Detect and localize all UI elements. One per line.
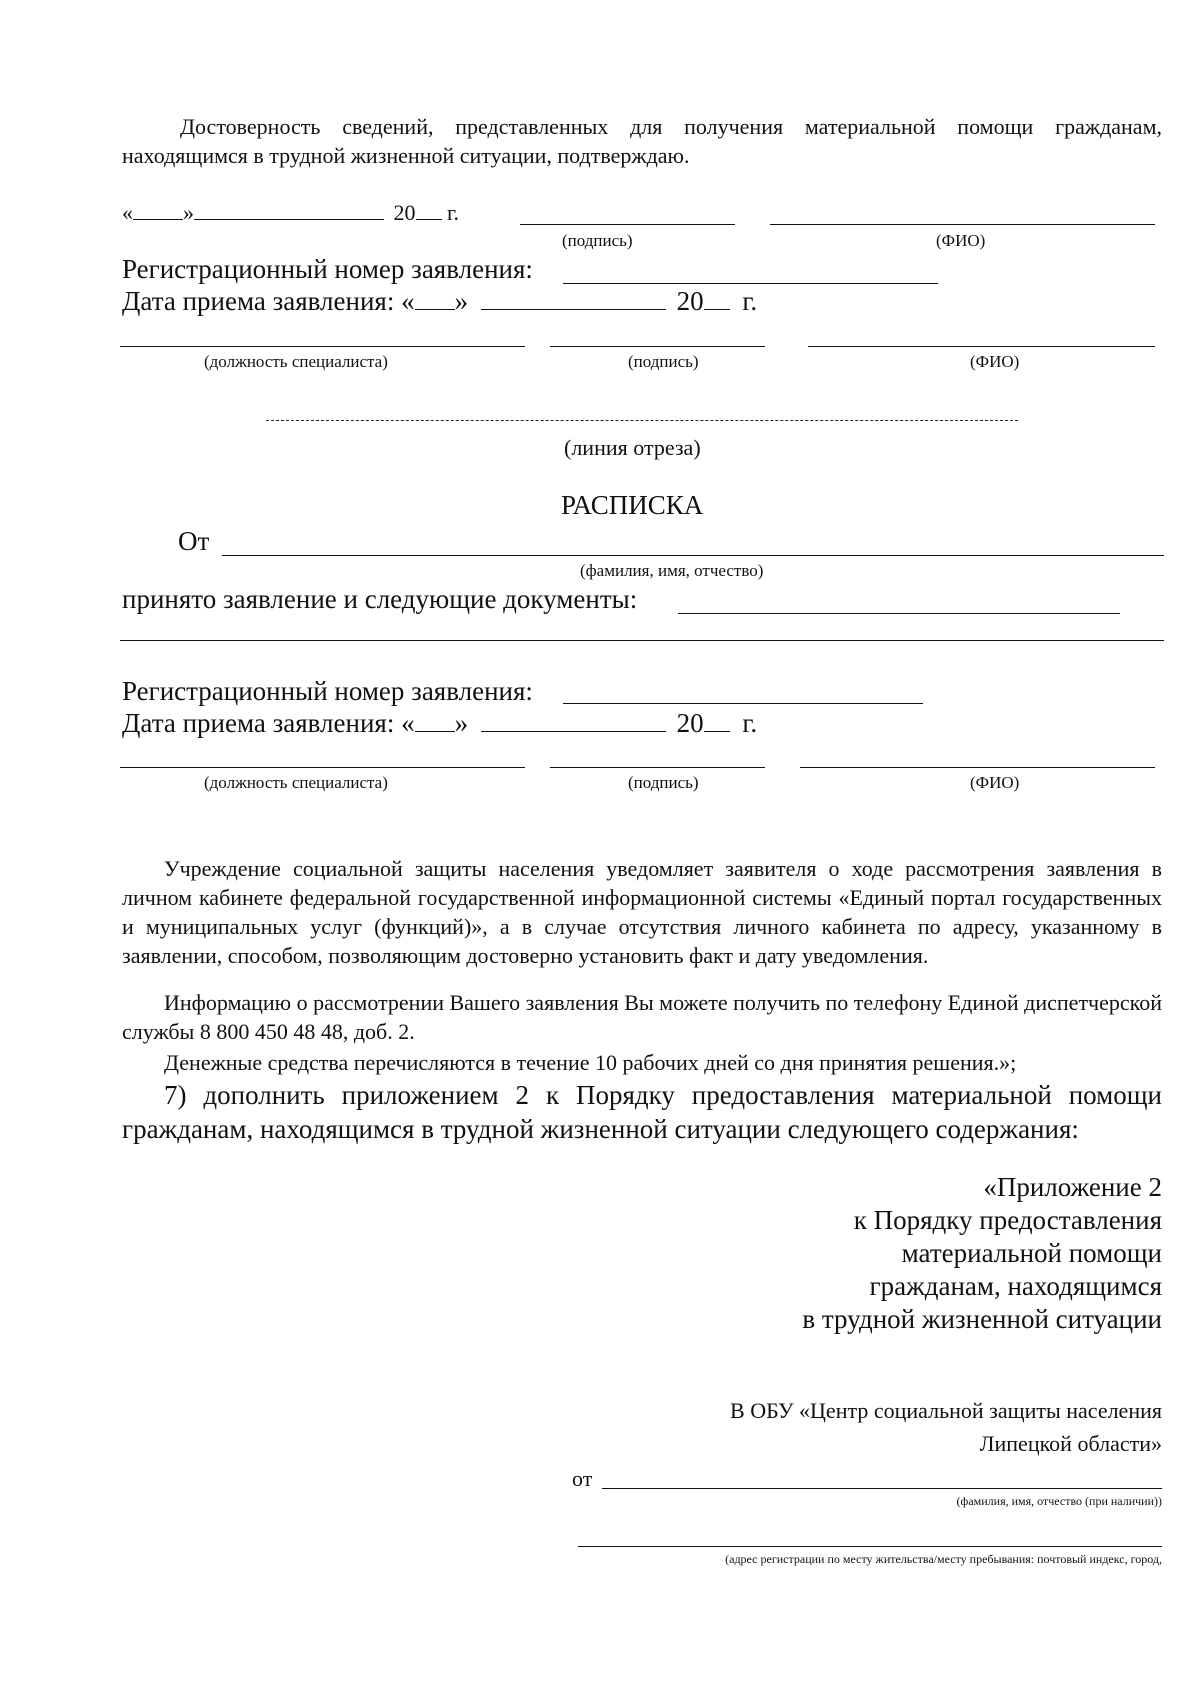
addressee-line-2: Липецкой области» [979,1431,1162,1456]
cut-line [266,420,1018,421]
date-month-blank-2[interactable] [481,730,666,732]
addressee-address-line[interactable] [578,1546,1162,1547]
date-year-blank-1[interactable] [704,308,730,310]
notice-paragraph-1 [122,854,1162,970]
position-line-1[interactable] [120,346,525,347]
day-blank[interactable] [133,218,183,220]
applicant-signature-caption: (подпись) [562,231,633,250]
date-year-prefix-1: 20 [676,286,704,316]
date-label-2: Дата приема заявления: « [122,708,415,738]
reg-number-label-2: Регистрационный номер заявления: [122,676,533,706]
position-caption-1: (должность специалиста) [204,352,388,371]
addressee-fio-caption: (фамилия, имя, отчество (при наличии)) [956,1494,1162,1508]
notice-paragraph-4 [122,1078,1162,1146]
fio-caption-2: (ФИО) [970,773,1020,792]
date-year-blank-2[interactable] [704,730,730,732]
reg-number-row-1 [122,254,533,285]
applicant-fio-caption: (ФИО) [936,231,986,250]
notice-text-1: Учреждение социальной защиты населения уведомляет заявителя о ходе рассмотрения заявления в личном кабинете федеральной государственной информационной системы «Единый портал государственных и муниципальных услуг (функций)», а в случае отсутствия личного кабинета по адресу, указанному в заявлении, способом, позволяющим достоверно установить факт и дату уведомления. [122,856,1162,968]
appendix-line-4: гражданам, находящимся [869,1271,1162,1301]
receipt-documents-line-2[interactable] [120,640,1164,641]
applicant-signature-line[interactable] [520,224,735,225]
fio-caption-1: (ФИО) [970,352,1020,371]
date-year-suffix-2: г. [742,708,758,738]
fio-line-2[interactable] [800,767,1155,768]
appendix-line-3: материальной помощи [901,1238,1162,1268]
addressee-fio-line[interactable] [602,1488,1162,1489]
fio-line-1[interactable] [808,346,1155,347]
signature-line-1[interactable] [550,346,765,347]
date-month-blank-1[interactable] [481,308,666,310]
position-caption-2: (должность специалиста) [204,773,388,792]
appendix-line-5: в трудной жизненной ситуации [802,1304,1162,1334]
reg-number-row-2 [122,676,533,707]
notice-text-4: 7) дополнить приложением 2 к Порядку предоставления материальной помощи гражданам, находящимся в трудной жизненной ситуации следующего содержания: [122,1080,1162,1144]
date-close-2: » [454,708,469,738]
receipt-documents-label: принято заявление и следующие документы: [122,584,638,614]
reg-number-label-1: Регистрационный номер заявления: [122,254,533,284]
receipt-title: РАСПИСКА [561,490,704,520]
month-blank[interactable] [194,218,384,220]
date-day-blank-2[interactable] [415,730,455,732]
date-year-prefix-2: 20 [676,708,704,738]
addressee-line-1: В ОБУ «Центр социальной защиты населения [730,1398,1162,1423]
notice-paragraph-2 [122,988,1162,1046]
applicant-date-row [122,200,459,226]
year-suffix: г. [447,200,460,225]
appendix-line-1: «Приложение 2 [983,1172,1162,1202]
receipt-documents-line-1[interactable] [678,613,1120,614]
notice-paragraph-3 [122,1048,1162,1077]
cut-line-caption: (линия отреза) [564,435,701,460]
date-year-suffix-1: г. [742,286,758,316]
receipt-from-line[interactable] [222,555,1164,556]
confirmation-paragraph [122,112,1162,170]
date-day-blank-1[interactable] [415,308,455,310]
year-blank[interactable] [416,218,442,220]
receipt-from-label: От [178,526,210,556]
appendix-line-2: к Порядку предоставления [853,1205,1162,1235]
date-row-1 [122,286,757,317]
date-row-2 [122,708,757,739]
notice-text-3: Денежные средства перечисляются в течение 10 рабочих дней со дня принятия решения.»; [164,1050,1017,1075]
signature-caption-1: (подпись) [628,352,699,371]
addressee-address-caption: (адрес регистрации по месту жительства/месту пребывания: почтовый индекс, город, [725,1552,1162,1566]
applicant-fio-line[interactable] [770,224,1155,225]
reg-number-line-1[interactable] [563,283,938,284]
date-close-1: » [454,286,469,316]
addressee-from-label: от [572,1466,593,1491]
signature-caption-2: (подпись) [628,773,699,792]
quote-open: « [122,200,133,225]
position-line-2[interactable] [120,767,525,768]
receipt-from-caption: (фамилия, имя, отчество) [580,561,764,580]
year-prefix: 20 [393,200,416,225]
signature-line-2[interactable] [550,767,765,768]
date-label-1: Дата приема заявления: « [122,286,415,316]
quote-close: » [183,200,194,225]
reg-number-line-2[interactable] [563,703,923,704]
confirmation-text: Достоверность сведений, представленных для получения материальной помощи гражданам, находящимся в трудной жизненной ситуации, подтверждаю. [122,114,1162,168]
notice-text-2: Информацию о рассмотрении Вашего заявления Вы можете получить по телефону Единой диспетчерской службы 8 800 450 48 48, доб. 2. [122,990,1162,1044]
